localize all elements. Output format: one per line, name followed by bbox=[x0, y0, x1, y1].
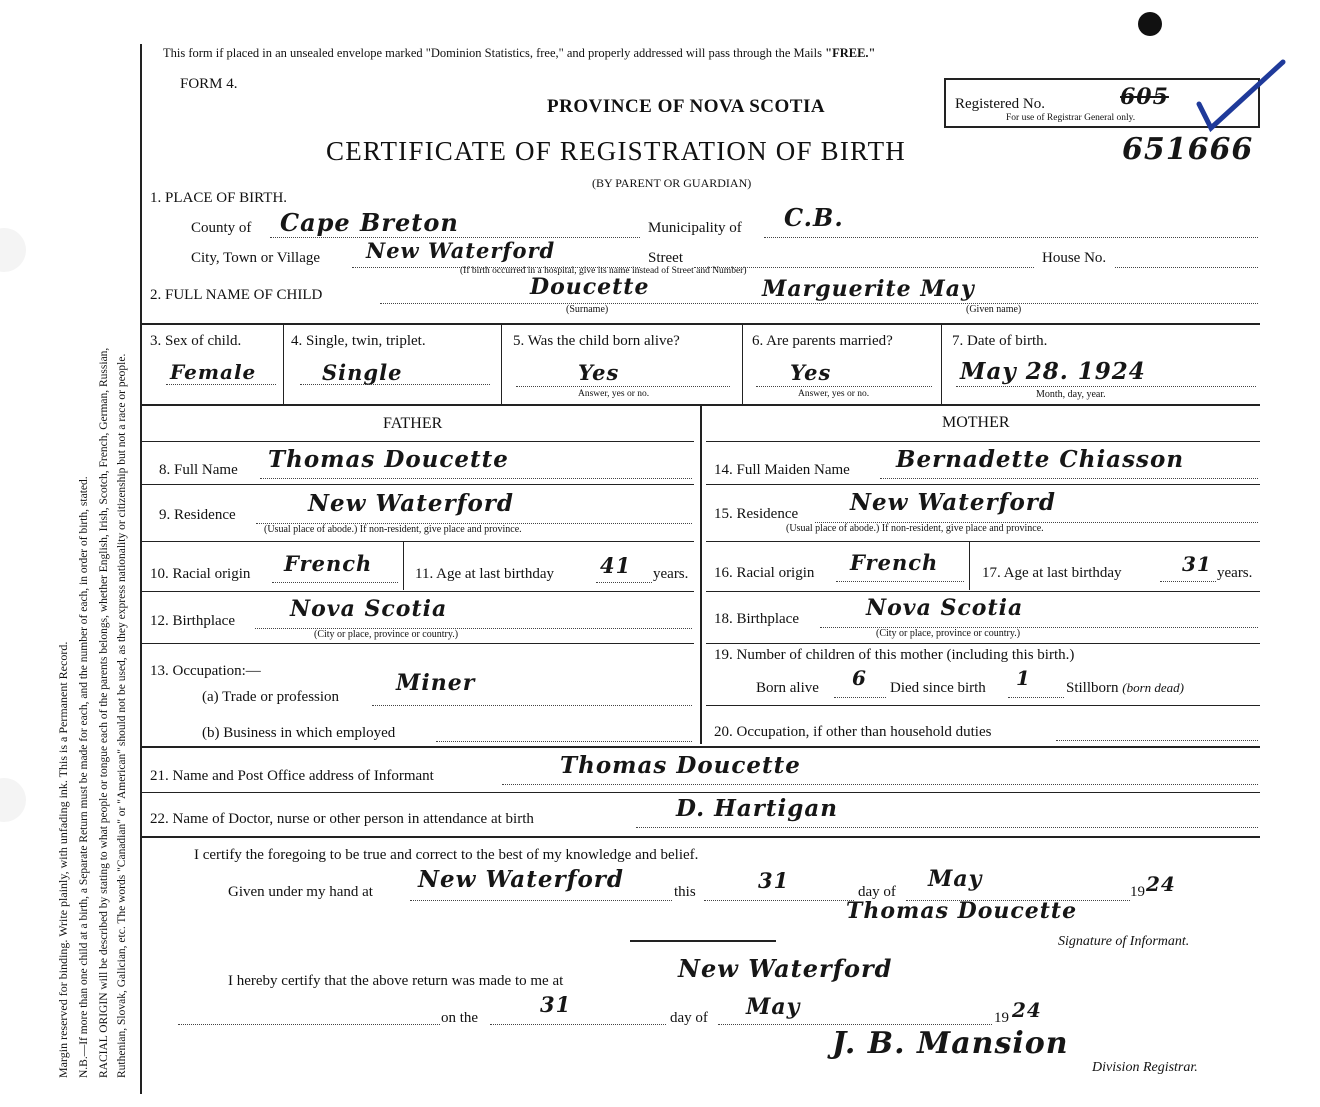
divider-3 bbox=[283, 325, 284, 404]
father-birthplace-label: 12. Birthplace bbox=[150, 613, 235, 629]
child-surname-value: Doucette bbox=[530, 274, 650, 300]
reg-year-value: 24 bbox=[1012, 998, 1042, 1022]
father-heading: FATHER bbox=[383, 415, 443, 432]
dob-line bbox=[956, 386, 1256, 387]
reg-month-value: May bbox=[746, 994, 801, 1020]
separator-rule bbox=[630, 940, 776, 942]
mother-rule-d bbox=[706, 643, 1260, 644]
reg-day-value: 31 bbox=[540, 992, 572, 1017]
father-race-divider bbox=[403, 542, 404, 590]
plurality-label: 4. Single, twin, triplet. bbox=[291, 333, 426, 349]
informant-line bbox=[502, 784, 1258, 785]
father-name-label: 8. Full Name bbox=[159, 462, 238, 478]
father-age-line bbox=[596, 582, 652, 583]
father-rule-c bbox=[142, 591, 694, 592]
mother-rule-e bbox=[706, 705, 1260, 706]
form-number: FORM 4. bbox=[180, 76, 238, 92]
sex-line bbox=[166, 384, 276, 385]
reg-dayof-label: day of bbox=[670, 1010, 708, 1026]
surname-caption: (Surname) bbox=[566, 304, 609, 315]
plurality-value: Single bbox=[322, 360, 403, 385]
reg-day-line bbox=[490, 1024, 666, 1025]
mother-rule-b bbox=[706, 541, 1260, 542]
rule-3 bbox=[142, 746, 1260, 748]
divider-4 bbox=[501, 325, 502, 404]
rule-1 bbox=[142, 323, 1260, 325]
trade-line bbox=[372, 705, 692, 706]
trade-value: Miner bbox=[396, 670, 476, 696]
reg-month-line bbox=[718, 1024, 992, 1025]
reg-year-prefix: 19 bbox=[994, 1010, 1009, 1026]
mother-race-divider bbox=[969, 542, 970, 590]
mother-race-value: French bbox=[850, 550, 939, 575]
given-place-value: New Waterford bbox=[418, 866, 625, 893]
informant-signature: Thomas Doucette bbox=[846, 898, 1078, 924]
doctor-value: D. Hartigan bbox=[676, 795, 838, 822]
married-caption: Answer, yes or no. bbox=[798, 389, 870, 399]
mother-residence-label: 15. Residence bbox=[714, 506, 799, 522]
born-alive-label: Born alive bbox=[756, 680, 819, 696]
father-name-line bbox=[260, 478, 692, 479]
check-mark-icon bbox=[1195, 56, 1290, 136]
handwritten-number: 651666 bbox=[1122, 132, 1254, 167]
street-label: Street bbox=[648, 250, 683, 266]
father-race-line bbox=[272, 582, 398, 583]
mother-rule-a bbox=[706, 484, 1260, 485]
dob-caption: Month, day, year. bbox=[1036, 389, 1106, 400]
this-label: this bbox=[674, 884, 696, 900]
registrar-blank-line bbox=[178, 1024, 440, 1025]
father-race-label: 10. Racial origin bbox=[150, 566, 251, 582]
mother-heading: MOTHER bbox=[942, 414, 1010, 431]
father-rule-b bbox=[142, 541, 694, 542]
child-name-label: 2. FULL NAME OF CHILD bbox=[150, 287, 323, 303]
married-label: 6. Are parents married? bbox=[752, 333, 893, 349]
city-label: City, Town or Village bbox=[191, 250, 321, 266]
alive-line bbox=[516, 386, 730, 387]
doctor-line bbox=[636, 827, 1258, 828]
given-place-line bbox=[410, 900, 672, 901]
father-years: years. bbox=[653, 566, 689, 582]
mail-note: This form if placed in an unsealed envelope marked "Dominion Statistics, free," and properly addressed will pass through the Mails "FREE." bbox=[163, 46, 876, 60]
municipality-value: C.B. bbox=[784, 203, 844, 232]
business-line bbox=[436, 741, 692, 742]
mother-name-line bbox=[880, 478, 1258, 479]
father-rule-a bbox=[142, 484, 694, 485]
house-line bbox=[1115, 267, 1258, 268]
father-residence-label: 9. Residence bbox=[159, 507, 236, 523]
margin-note-4: Ruthenian, Slovak, Galician, etc. The words "Canadian" or "American" should not be used, as they express nationality or citizenship but not a race or people. bbox=[116, 353, 128, 1078]
married-line bbox=[756, 386, 932, 387]
informant-label: 21. Name and Post Office address of Informant bbox=[150, 768, 434, 784]
father-age-label: 11. Age at last birthday bbox=[415, 566, 554, 582]
margin-note-1: Margin reserved for binding. Write plainly, with unfading ink. This is a Permanent Record. bbox=[56, 641, 70, 1078]
parents-center-rule bbox=[700, 406, 702, 744]
day-line bbox=[704, 900, 854, 901]
mother-residence-value: New Waterford bbox=[850, 489, 1057, 516]
registrar-only-note: For use of Registrar General only. bbox=[1006, 113, 1136, 123]
mother-race-label: 16. Racial origin bbox=[714, 565, 815, 581]
dob-value: May 28. 1924 bbox=[960, 358, 1146, 385]
month-value: May bbox=[928, 866, 983, 892]
mother-name-label: 14. Full Maiden Name bbox=[714, 462, 850, 478]
father-occupation-label: 13. Occupation:— bbox=[150, 663, 261, 679]
mother-name-value: Bernadette Chiasson bbox=[896, 446, 1185, 473]
alive-value: Yes bbox=[578, 360, 620, 385]
mother-occupation-line bbox=[1056, 740, 1258, 741]
mother-birthplace-caption: (City or place, province or country.) bbox=[876, 628, 1021, 639]
given-caption: (Given name) bbox=[966, 304, 1022, 315]
rule-4 bbox=[142, 792, 1260, 793]
day-value: 31 bbox=[758, 868, 790, 893]
mother-age-line bbox=[1160, 581, 1216, 582]
on-the-label: on the bbox=[441, 1010, 479, 1026]
alive-caption: Answer, yes or no. bbox=[578, 389, 650, 399]
born-alive-line bbox=[834, 697, 886, 698]
binding-hole-top bbox=[0, 228, 26, 272]
registrar-place-value: New Waterford bbox=[678, 954, 893, 983]
father-age-value: 41 bbox=[600, 553, 632, 578]
dob-label: 7. Date of birth. bbox=[952, 333, 1048, 349]
margin-note-2: N.B.—If more than one child at a birth, a Separate Return must be made for each, and the number of each, in order of birth, stated. bbox=[78, 476, 90, 1078]
doctor-label: 22. Name of Doctor, nurse or other person in attendance at birth bbox=[150, 811, 534, 827]
mother-race-line bbox=[836, 581, 964, 582]
rule-5 bbox=[142, 836, 1260, 838]
father-residence-caption: (Usual place of abode.) If non-resident, give place and province. bbox=[264, 524, 522, 535]
ink-spot bbox=[1138, 12, 1162, 36]
registrar-statement: I hereby certify that the above return was made to me at bbox=[228, 973, 564, 989]
stillborn-label: Stillborn (born dead) bbox=[1066, 680, 1185, 696]
mother-birthplace-label: 18. Birthplace bbox=[714, 611, 799, 627]
margin-rule bbox=[140, 44, 142, 1094]
margin-note-3: RACIAL ORIGIN will be described by stating to what people or tongue each of the parents belongs, whether English, Irish, Scotch, French, German, Russian, bbox=[98, 347, 110, 1078]
certificate-subtitle: (BY PARENT OR GUARDIAN) bbox=[592, 176, 752, 190]
county-value: Cape Breton bbox=[280, 208, 459, 237]
sex-value: Female bbox=[170, 360, 257, 384]
municipality-label: Municipality of bbox=[648, 220, 742, 236]
child-name-line bbox=[380, 303, 1258, 304]
registrar-caption: Division Registrar. bbox=[1092, 1060, 1198, 1075]
hospital-note: (If birth occurred in a hospital, give its name instead of Street and Number) bbox=[460, 266, 747, 276]
mother-residence-caption: (Usual place of abode.) If non-resident, give place and province. bbox=[786, 523, 1044, 534]
province-heading: PROVINCE OF NOVA SCOTIA bbox=[547, 96, 826, 117]
father-residence-value: New Waterford bbox=[308, 490, 515, 517]
born-alive-value: 6 bbox=[852, 666, 867, 690]
divider-6 bbox=[941, 325, 942, 404]
mother-age-value: 31 bbox=[1182, 552, 1212, 576]
father-head-rule bbox=[142, 441, 694, 442]
business-label: (b) Business in which employed bbox=[202, 725, 396, 741]
year-value: 24 bbox=[1146, 872, 1176, 896]
father-birthplace-value: Nova Scotia bbox=[290, 596, 448, 622]
signature-caption: Signature of Informant. bbox=[1058, 934, 1190, 949]
mother-rule-c bbox=[706, 591, 1260, 592]
died-value: 1 bbox=[1016, 666, 1031, 690]
house-label: House No. bbox=[1042, 250, 1107, 266]
registered-value: 605 bbox=[1120, 84, 1169, 110]
given-label: Given under my hand at bbox=[228, 884, 373, 900]
certificate-title: CERTIFICATE OF REGISTRATION OF BIRTH bbox=[326, 136, 906, 166]
trade-label: (a) Trade or profession bbox=[202, 689, 340, 705]
father-birthplace-caption: (City or place, province or country.) bbox=[314, 629, 459, 640]
father-race-value: French bbox=[284, 551, 373, 576]
certify-statement: I certify the foregoing to be true and correct to the best of my knowledge and belief. bbox=[194, 847, 699, 863]
married-value: Yes bbox=[790, 360, 832, 385]
alive-label: 5. Was the child born alive? bbox=[513, 333, 680, 349]
divider-5 bbox=[742, 325, 743, 404]
dayof-label: day of bbox=[858, 884, 896, 900]
binding-hole-bottom bbox=[0, 778, 26, 822]
died-label: Died since birth bbox=[890, 680, 986, 696]
mother-years: years. bbox=[1217, 565, 1253, 581]
father-name-value: Thomas Doucette bbox=[268, 446, 509, 473]
mother-age-label: 17. Age at last birthday bbox=[982, 565, 1122, 581]
mother-head-rule bbox=[706, 441, 1260, 442]
city-value: New Waterford bbox=[366, 238, 556, 263]
mother-occupation-label: 20. Occupation, if other than household duties bbox=[714, 724, 992, 740]
place-heading: 1. PLACE OF BIRTH. bbox=[150, 190, 288, 206]
died-line bbox=[1008, 697, 1064, 698]
informant-value: Thomas Doucette bbox=[560, 752, 801, 779]
registered-label: Registered No. bbox=[955, 96, 1045, 112]
year-prefix: 19 bbox=[1130, 884, 1145, 900]
municipality-line bbox=[764, 237, 1258, 238]
county-label: County of bbox=[191, 220, 252, 236]
children-label: 19. Number of children of this mother (including this birth.) bbox=[714, 647, 1075, 663]
child-given-value: Marguerite May bbox=[762, 276, 975, 302]
mother-birthplace-value: Nova Scotia bbox=[866, 595, 1024, 621]
registrar-signature: J. B. Mansion bbox=[832, 1026, 1069, 1061]
father-rule-d bbox=[142, 643, 694, 644]
sex-label: 3. Sex of child. bbox=[150, 333, 242, 349]
